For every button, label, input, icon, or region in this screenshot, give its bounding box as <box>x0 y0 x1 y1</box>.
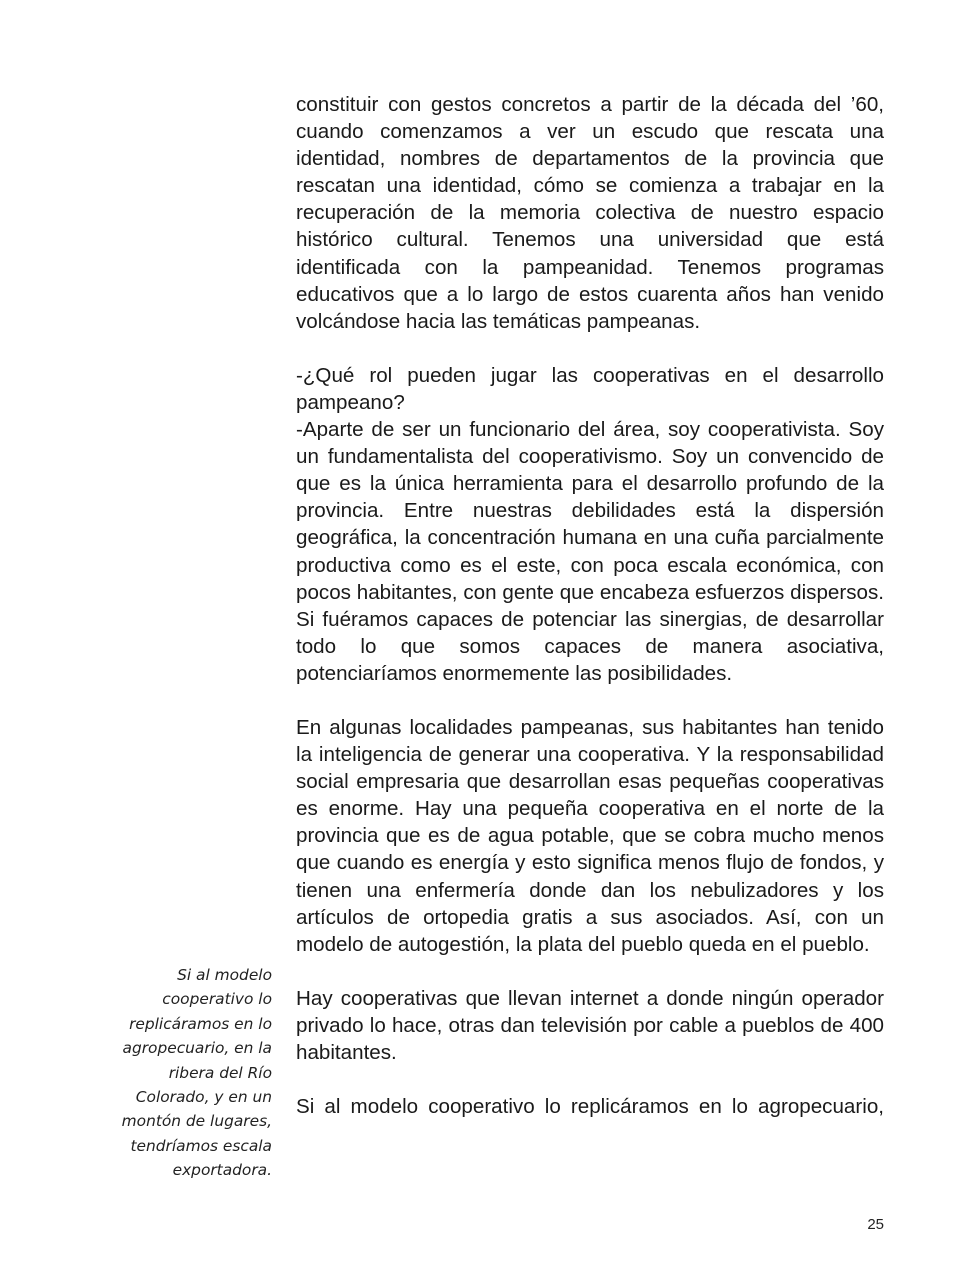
body-paragraph: constituir con gestos concretos a partir de la década del ’60, cuando comenzamos a ver un escudo que rescata una identidad, nombres de departamentos de la provincia que rescatan una identidad, cómo se comienza a trabajar en la recuperación de la memoria colectiva de nuestro espacio histórico cultural. Tenemos una universidad que está identificada con la pampeanidad. Tenemos programas educativos que a lo largo de estos cuarenta años han venido volcándose hacia las temáticas pampeanas. <box>296 93 884 333</box>
main-text-column <box>296 91 884 1120</box>
body-paragraph: Hay cooperativas que llevan internet a donde ningún operador privado lo hace, otras dan televisión por cable a pueblos de 400 habitantes. <box>296 986 884 1064</box>
interview-answer: -Aparte de ser un funcionario del área, soy cooperativista. Soy un fundamentalista del cooperativismo. Soy un convencido de que es la única herramienta para el desarrollo profundo de la provincia. Entre nuestras debilidades está la dispersión geográfica, la concentración humana en una cuña parcialmente productiva como es el este, con poca escala económica, con pocos habitantes, con gente que encabeza esfuerzos dispersos. Si fuéramos capaces de potenciar las sinergias, de desarrollar todo lo que somos capaces de manera asociativa, potenciaríamos enormemente las posibilidades. <box>296 418 884 685</box>
body-paragraph: En algunas localidades pampeanas, sus habitantes han tenido la inteligencia de generar una cooperativa. Y la responsabilidad social empresaria que desarrollan esas pequeñas cooperativas es enorme. Hay una pequeña cooperativa en el norte de la provincia que es de agua potable, que se cobra mucho menos que cuando es energía y esto significa menos flujo de fondos, y tienen una enfermería donde dan los nebulizadores y los artículos de ortopedia gratis a sus asociados. Así, con un modelo de autogestión, la plata del pueblo queda en el pueblo. <box>296 715 884 956</box>
page-number: 25 <box>867 1216 884 1233</box>
pull-quote-sidenote: Si al modelo cooperativo lo replicáramos en lo agropecuario, en la ribera del Río Colorado, y en un montón de lugares, tendríamos escala exportadora. <box>121 966 272 1180</box>
body-paragraph: Si al modelo cooperativo lo replicáramos en lo agropecuario, <box>296 1095 884 1119</box>
interview-question: -¿Qué rol pueden jugar las cooperativas en el desarrollo pampeano? <box>296 363 884 414</box>
